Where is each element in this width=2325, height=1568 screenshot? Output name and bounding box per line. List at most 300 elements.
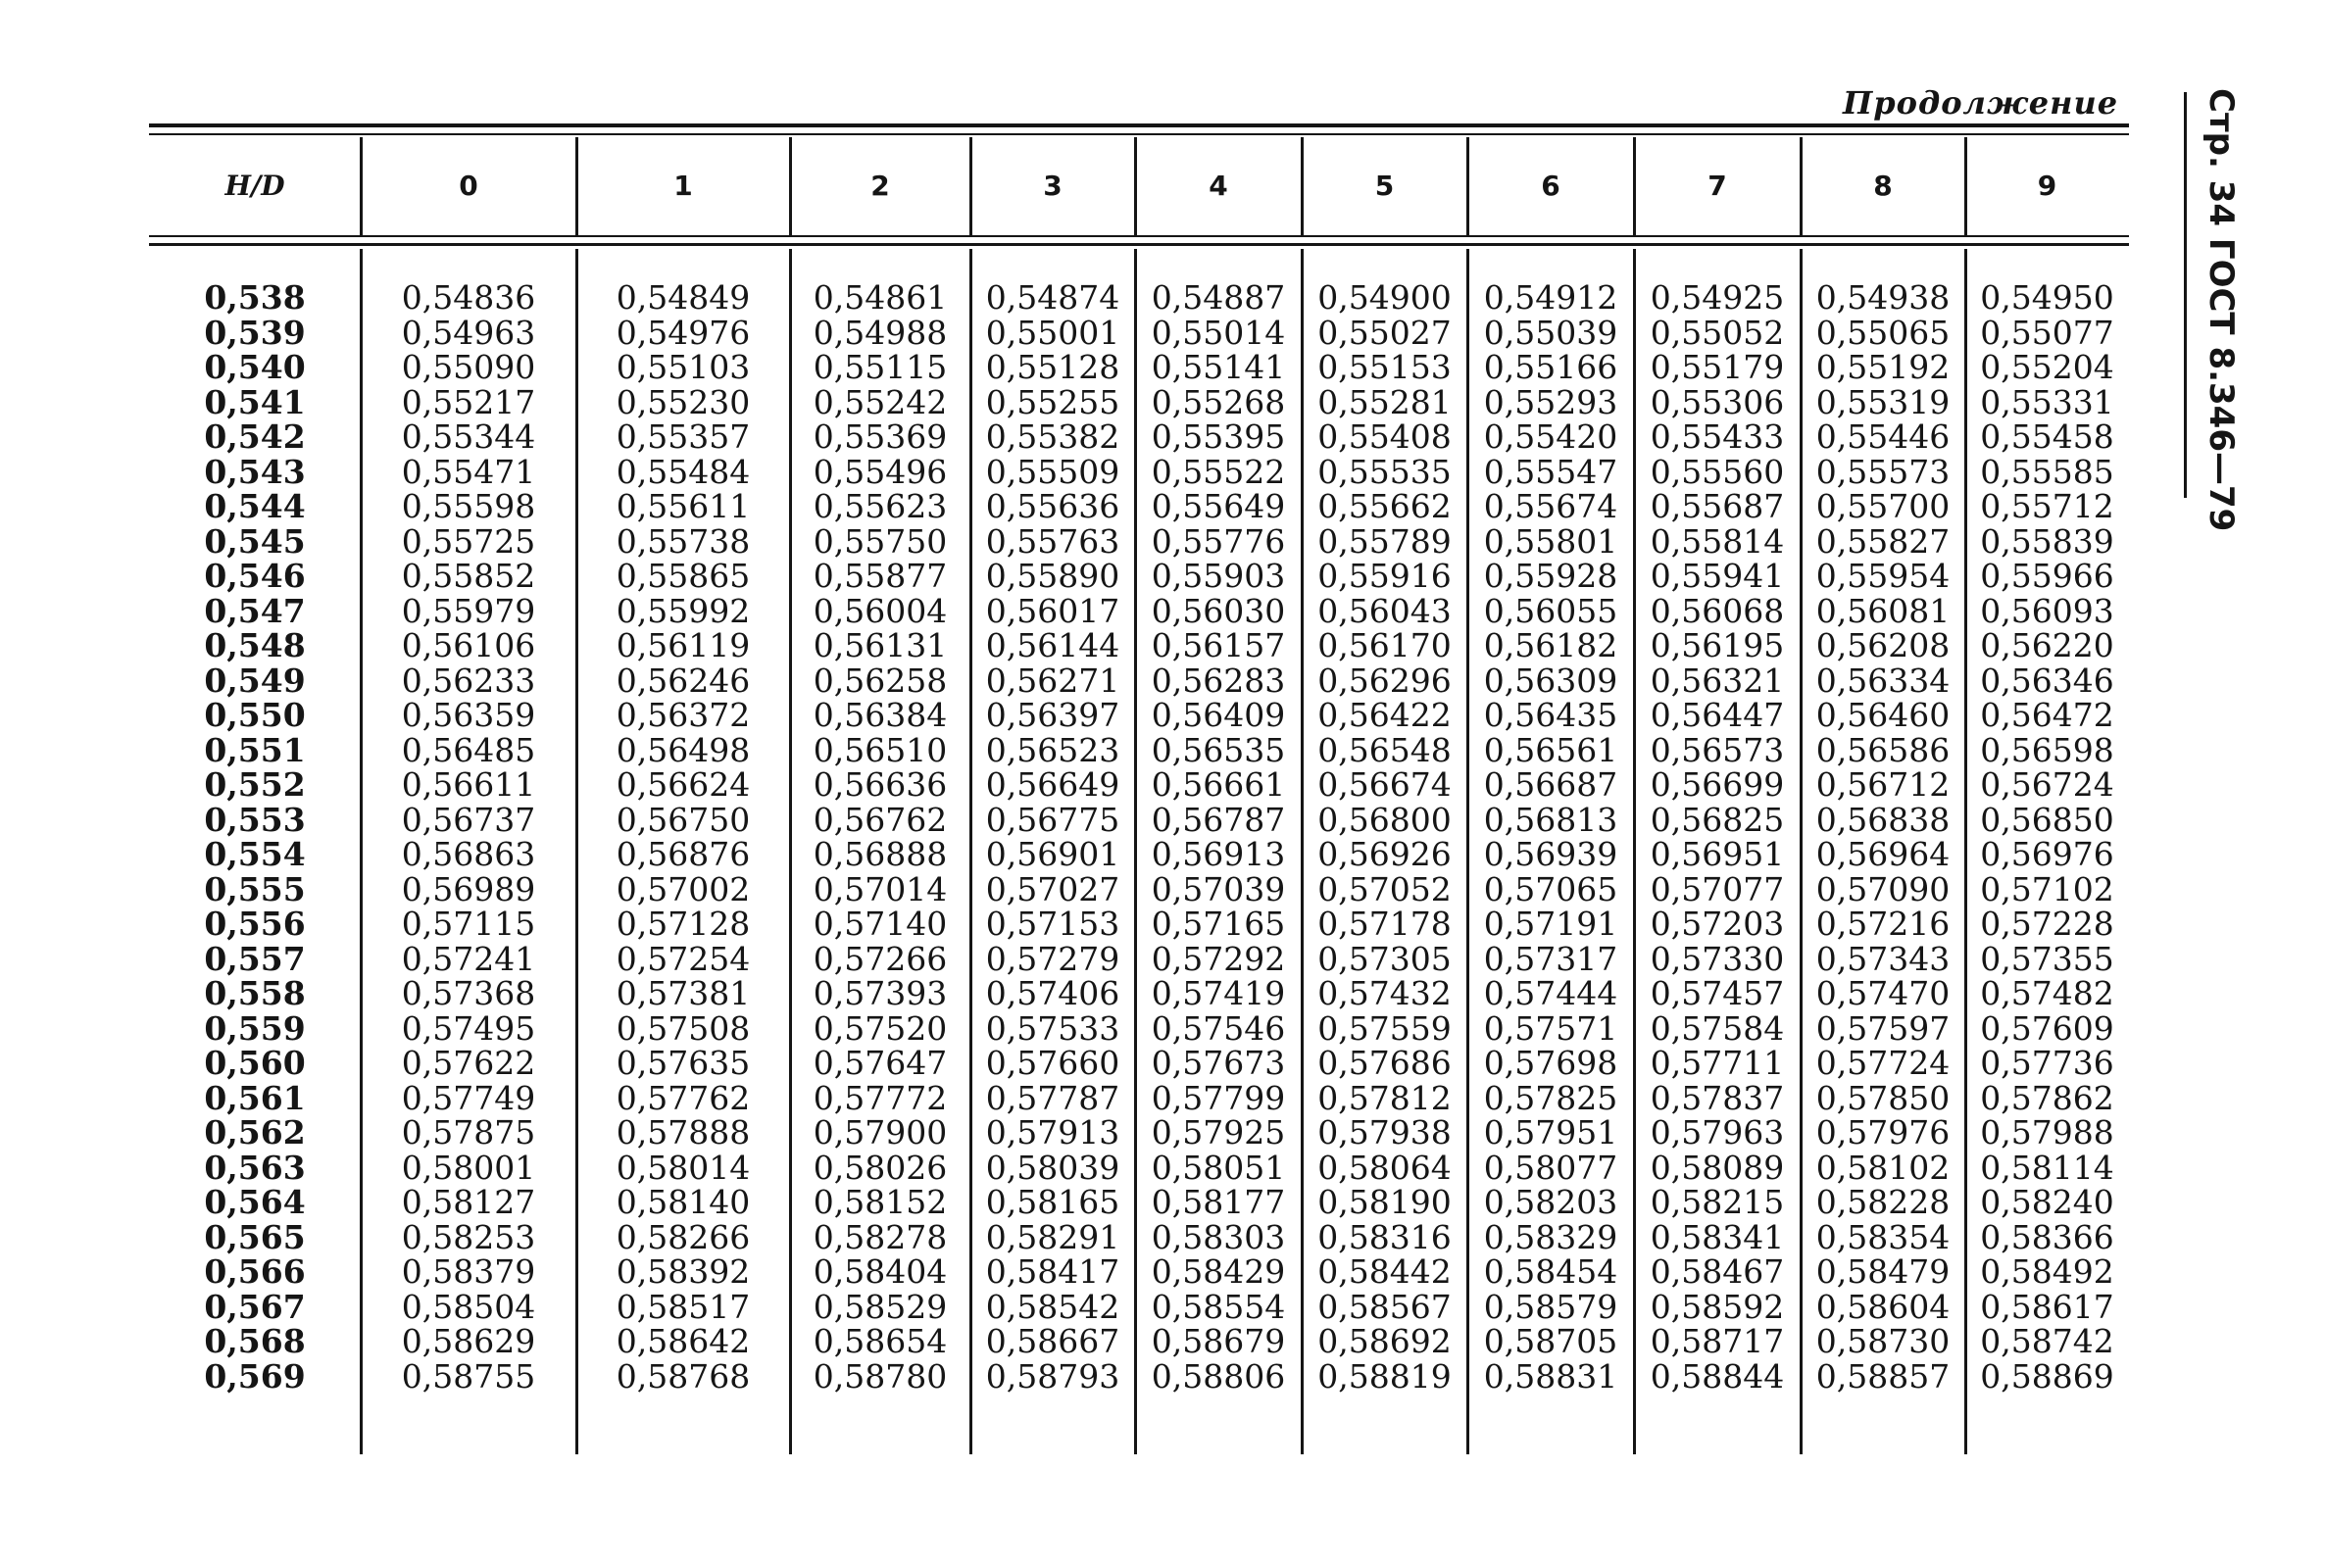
table-cell: 0,55687: [1650, 487, 1785, 525]
table-cell: 0,55217: [401, 382, 536, 421]
table-cell: 0,55293: [1483, 382, 1618, 421]
row-hd-value: 0,569: [204, 1356, 306, 1396]
table-cell: 0,55344: [401, 417, 536, 456]
table-cell: 0,57925: [1151, 1113, 1286, 1152]
table-cell: 0,57039: [1151, 869, 1286, 908]
table-cell: 0,57622: [401, 1044, 536, 1082]
table-cell: 0,55662: [1317, 487, 1452, 525]
row-hd-value: 0,558: [204, 974, 306, 1012]
table-cell: 0,58379: [401, 1252, 536, 1291]
table-cell: 0,57027: [985, 869, 1120, 908]
table-row: [0, 698, 2156, 733]
table-cell: 0,57660: [985, 1044, 1120, 1082]
table-cell: 0,56081: [1815, 591, 1951, 630]
row-hd-value: 0,555: [204, 869, 306, 908]
table-cell: 0,57355: [1980, 939, 2114, 978]
table-row: [0, 382, 2156, 421]
table-row: [0, 313, 2156, 352]
table-cell: 0,55827: [1815, 521, 1951, 561]
table-cell: 0,58642: [616, 1322, 751, 1360]
table-cell: 0,55458: [1980, 417, 2114, 456]
table-cell: 0,56435: [1483, 696, 1618, 734]
table-cell: 0,55128: [985, 348, 1120, 386]
table-cell: 0,56737: [401, 800, 536, 839]
table-cell: 0,56397: [985, 696, 1120, 734]
table-cell: 0,55306: [1650, 382, 1785, 421]
table-cell: 0,55331: [1980, 382, 2114, 421]
header-bottom-rule: [149, 235, 2129, 237]
table-cell: 0,58354: [1815, 1217, 1951, 1256]
table-cell: 0,55877: [813, 557, 948, 595]
table-cell: 0,55598: [401, 487, 536, 525]
table-cell: 0,58392: [616, 1252, 751, 1291]
table-cell: 0,56876: [616, 835, 751, 873]
table-cell: 0,57875: [401, 1113, 536, 1152]
table-cell: 0,56017: [985, 591, 1120, 630]
table-cell: 0,56144: [985, 626, 1120, 664]
table-row: [0, 559, 2156, 594]
table-cell: 0,56208: [1815, 626, 1951, 664]
table-cell: 0,57140: [813, 905, 948, 943]
table-cell: 0,58742: [1980, 1322, 2114, 1360]
table-cell: 0,56548: [1317, 730, 1452, 769]
table-row: [0, 1078, 2156, 1117]
table-cell: 0,56422: [1317, 696, 1452, 734]
table-cell: 0,55611: [616, 487, 751, 525]
table-cell: 0,54925: [1650, 278, 1785, 317]
table-cell: 0,56687: [1483, 765, 1618, 804]
table-row: [0, 906, 2156, 942]
table-cell: 0,56043: [1317, 591, 1452, 630]
table-cell: 0,54836: [401, 278, 536, 317]
column-divider: [789, 137, 792, 235]
table-row: [0, 521, 2156, 561]
table-cell: 0,58228: [1815, 1183, 1951, 1221]
table-cell: 0,55865: [616, 557, 751, 595]
table-cell: 0,55966: [1980, 557, 2114, 595]
table-cell: 0,56699: [1650, 765, 1785, 804]
table-row: [0, 800, 2156, 839]
page-side-label: Стр. 34 ГОСТ 8.346—79: [2201, 88, 2241, 532]
table-cell: 0,58102: [1815, 1148, 1951, 1187]
table-cell: 0,58592: [1650, 1287, 1785, 1326]
table-cell: 0,57888: [616, 1113, 751, 1152]
table-cell: 0,56296: [1317, 661, 1452, 700]
table-cell: 0,56787: [1151, 800, 1286, 839]
table-cell: 0,58705: [1483, 1322, 1618, 1360]
table-cell: 0,57571: [1483, 1008, 1618, 1048]
row-hd-value: 0,564: [204, 1183, 306, 1221]
table-row: [0, 767, 2156, 803]
table-cell: 0,58064: [1317, 1148, 1452, 1187]
table-cell: 0,58114: [1980, 1148, 2114, 1187]
row-hd-value: 0,542: [204, 417, 306, 456]
table-cell: 0,57102: [1980, 869, 2114, 908]
table-cell: 0,56825: [1650, 800, 1785, 839]
table-cell: 0,57014: [813, 869, 948, 908]
column-divider: [1134, 249, 1137, 1454]
table-cell: 0,56334: [1815, 661, 1951, 700]
table-cell: 0,57963: [1650, 1113, 1785, 1152]
table-cell: 0,57457: [1650, 974, 1785, 1012]
table-cell: 0,58089: [1650, 1148, 1785, 1187]
table-cell: 0,56055: [1483, 591, 1618, 630]
table-cell: 0,57938: [1317, 1113, 1452, 1152]
header-col-4: 4: [1209, 170, 1228, 202]
table-cell: 0,57635: [616, 1044, 751, 1082]
table-cell: 0,57584: [1650, 1008, 1785, 1048]
table-cell: 0,58177: [1151, 1183, 1286, 1221]
table-row: [0, 1115, 2156, 1151]
table-cell: 0,58692: [1317, 1322, 1452, 1360]
table-cell: 0,58529: [813, 1287, 948, 1326]
table-cell: 0,58253: [401, 1217, 536, 1256]
table-cell: 0,57787: [985, 1078, 1120, 1117]
table-cell: 0,58679: [1151, 1322, 1286, 1360]
table-cell: 0,58768: [616, 1356, 751, 1396]
table-cell: 0,58654: [813, 1322, 948, 1360]
table-row: [0, 1287, 2156, 1326]
table-row: [0, 452, 2156, 491]
row-hd-value: 0,557: [204, 939, 306, 978]
row-hd-value: 0,562: [204, 1113, 306, 1152]
row-hd-value: 0,566: [204, 1252, 306, 1291]
table-cell: 0,57279: [985, 939, 1120, 978]
table-cell: 0,57381: [616, 974, 751, 1012]
table-cell: 0,57711: [1650, 1044, 1785, 1082]
table-cell: 0,55916: [1317, 557, 1452, 595]
table-cell: 0,54938: [1815, 278, 1951, 317]
table-cell: 0,58329: [1483, 1217, 1618, 1256]
table-cell: 0,55357: [616, 417, 751, 456]
row-hd-value: 0,565: [204, 1217, 306, 1256]
row-hd-value: 0,559: [204, 1008, 306, 1048]
row-hd-value: 0,550: [204, 696, 306, 734]
table-cell: 0,56611: [401, 765, 536, 804]
table-cell: 0,58026: [813, 1148, 948, 1187]
row-hd-value: 0,554: [204, 835, 306, 873]
table-cell: 0,54861: [813, 278, 948, 317]
table-cell: 0,56901: [985, 835, 1120, 873]
table-cell: 0,56636: [813, 765, 948, 804]
table-cell: 0,56372: [616, 696, 751, 734]
table-cell: 0,57736: [1980, 1044, 2114, 1082]
row-hd-value: 0,544: [204, 487, 306, 525]
table-cell: 0,58479: [1815, 1252, 1951, 1291]
table-cell: 0,55509: [985, 452, 1120, 491]
table-cell: 0,57686: [1317, 1044, 1452, 1082]
table-cell: 0,56964: [1815, 835, 1951, 873]
table-cell: 0,56573: [1650, 730, 1785, 769]
table-cell: 0,55039: [1483, 313, 1618, 352]
table-cell: 0,55103: [616, 348, 751, 386]
column-divider: [575, 137, 578, 235]
table-row: [0, 628, 2156, 663]
table-cell: 0,56409: [1151, 696, 1286, 734]
table-cell: 0,57850: [1815, 1078, 1951, 1117]
table-cell: 0,58604: [1815, 1287, 1951, 1326]
table-cell: 0,56271: [985, 661, 1120, 700]
table-cell: 0,55636: [985, 487, 1120, 525]
table-cell: 0,58504: [401, 1287, 536, 1326]
table-cell: 0,55395: [1151, 417, 1286, 456]
column-divider: [969, 137, 972, 235]
table-cell: 0,58051: [1151, 1148, 1286, 1187]
row-hd-value: 0,548: [204, 626, 306, 664]
table-cell: 0,56535: [1151, 730, 1286, 769]
table-cell: 0,58629: [401, 1322, 536, 1360]
table-cell: 0,55014: [1151, 313, 1286, 352]
table-cell: 0,56850: [1980, 800, 2114, 839]
row-hd-value: 0,552: [204, 765, 306, 804]
table-cell: 0,56258: [813, 661, 948, 700]
table-cell: 0,54900: [1317, 278, 1452, 317]
table-cell: 0,56233: [401, 661, 536, 700]
table-row: [0, 663, 2156, 699]
table-cell: 0,58467: [1650, 1252, 1785, 1291]
table-cell: 0,58127: [401, 1183, 536, 1221]
table-cell: 0,58454: [1483, 1252, 1618, 1291]
table-cell: 0,56283: [1151, 661, 1286, 700]
table-cell: 0,57343: [1815, 939, 1951, 978]
table-cell: 0,56800: [1317, 800, 1452, 839]
table-cell: 0,58717: [1650, 1322, 1785, 1360]
table-cell: 0,58140: [616, 1183, 751, 1221]
table-cell: 0,58240: [1980, 1183, 2114, 1221]
row-hd-value: 0,556: [204, 905, 306, 943]
table-cell: 0,55954: [1815, 557, 1951, 595]
header-col-3: 3: [1043, 170, 1063, 202]
table-cell: 0,55027: [1317, 313, 1452, 352]
table-cell: 0,55712: [1980, 487, 2114, 525]
table-cell: 0,57495: [401, 1008, 536, 1048]
table-cell: 0,57254: [616, 939, 751, 978]
column-divider: [1301, 249, 1304, 1454]
table-row: [0, 350, 2156, 385]
table-row: [0, 1217, 2156, 1256]
table-cell: 0,57330: [1650, 939, 1785, 978]
table-cell: 0,54912: [1483, 278, 1618, 317]
table-cell: 0,58819: [1317, 1356, 1452, 1396]
table-cell: 0,57153: [985, 905, 1120, 943]
header-col-9: 9: [2037, 170, 2057, 202]
table-cell: 0,56989: [401, 869, 536, 908]
row-hd-value: 0,551: [204, 730, 306, 769]
table-cell: 0,55369: [813, 417, 948, 456]
column-divider: [1633, 137, 1636, 235]
table-cell: 0,55077: [1980, 313, 2114, 352]
table-cell: 0,56106: [401, 626, 536, 664]
table-cell: 0,57178: [1317, 905, 1452, 943]
table-cell: 0,56888: [813, 835, 948, 873]
table-cell: 0,56447: [1650, 696, 1785, 734]
table-cell: 0,57520: [813, 1008, 948, 1048]
table-cell: 0,58492: [1980, 1252, 2114, 1291]
table-cell: 0,54874: [985, 278, 1120, 317]
table-cell: 0,54849: [616, 278, 751, 317]
table-cell: 0,55242: [813, 382, 948, 421]
table-cell: 0,56384: [813, 696, 948, 734]
table-cell: 0,57090: [1815, 869, 1951, 908]
table-top-rule: [149, 123, 2129, 127]
table-cell: 0,55674: [1483, 487, 1618, 525]
table-cell: 0,55115: [813, 348, 948, 386]
table-cell: 0,55725: [401, 521, 536, 561]
table-cell: 0,58542: [985, 1287, 1120, 1326]
table-cell: 0,55090: [401, 348, 536, 386]
table-cell: 0,58039: [985, 1148, 1120, 1187]
table-cell: 0,58579: [1483, 1287, 1618, 1326]
table-cell: 0,57862: [1980, 1078, 2114, 1117]
table-cell: 0,57900: [813, 1113, 948, 1152]
table-cell: 0,57559: [1317, 1008, 1452, 1048]
table-cell: 0,56346: [1980, 661, 2114, 700]
column-divider: [1800, 137, 1803, 235]
table-cell: 0,55408: [1317, 417, 1452, 456]
table-cell: 0,58806: [1151, 1356, 1286, 1396]
column-divider: [789, 249, 792, 1454]
table-cell: 0,56157: [1151, 626, 1286, 664]
table-cell: 0,56762: [813, 800, 948, 839]
table-cell: 0,55700: [1815, 487, 1951, 525]
table-row: [0, 1356, 2156, 1396]
table-cell: 0,56813: [1483, 800, 1618, 839]
header-hd: H/D: [224, 170, 285, 202]
table-cell: 0,56976: [1980, 835, 2114, 873]
table-cell: 0,55179: [1650, 348, 1785, 386]
table-cell: 0,57052: [1317, 869, 1452, 908]
table-cell: 0,58203: [1483, 1183, 1618, 1221]
table-cell: 0,57724: [1815, 1044, 1951, 1082]
table-cell: 0,55230: [616, 382, 751, 421]
table-cell: 0,58291: [985, 1217, 1120, 1256]
table-cell: 0,57216: [1815, 905, 1951, 943]
table-cell: 0,57128: [616, 905, 751, 943]
table-cell: 0,57647: [813, 1044, 948, 1082]
table-cell: 0,55839: [1980, 521, 2114, 561]
table-row: [0, 837, 2156, 872]
table-cell: 0,56649: [985, 765, 1120, 804]
table-cell: 0,55433: [1650, 417, 1785, 456]
table-cell: 0,55776: [1151, 521, 1286, 561]
table-cell: 0,58266: [616, 1217, 751, 1256]
table-cell: 0,58755: [401, 1356, 536, 1396]
header-col-2: 2: [870, 170, 890, 202]
table-cell: 0,58341: [1650, 1217, 1785, 1256]
table-cell: 0,55153: [1317, 348, 1452, 386]
table-cell: 0,57482: [1980, 974, 2114, 1012]
table-cell: 0,57762: [616, 1078, 751, 1117]
row-hd-value: 0,546: [204, 557, 306, 595]
table-cell: 0,57228: [1980, 905, 2114, 943]
row-hd-value: 0,538: [204, 278, 306, 317]
row-hd-value: 0,560: [204, 1044, 306, 1082]
table-cell: 0,57609: [1980, 1008, 2114, 1048]
table-cell: 0,56131: [813, 626, 948, 664]
table-cell: 0,58278: [813, 1217, 948, 1256]
table-cell: 0,56661: [1151, 765, 1286, 804]
table-cell: 0,58831: [1483, 1356, 1618, 1396]
table-row: [0, 1324, 2156, 1359]
table-row: [0, 939, 2156, 978]
column-divider: [1633, 249, 1636, 1454]
table-cell: 0,58869: [1980, 1356, 2114, 1396]
table-cell: 0,56246: [616, 661, 751, 700]
table-row: [0, 730, 2156, 769]
table-cell: 0,56712: [1815, 765, 1951, 804]
table-cell: 0,55573: [1815, 452, 1951, 491]
table-cell: 0,56939: [1483, 835, 1618, 873]
table-cell: 0,56598: [1980, 730, 2114, 769]
table-cell: 0,58077: [1483, 1148, 1618, 1187]
table-cell: 0,58554: [1151, 1287, 1286, 1326]
table-cell: 0,56068: [1650, 591, 1785, 630]
table-cell: 0,57470: [1815, 974, 1951, 1012]
row-hd-value: 0,540: [204, 348, 306, 386]
table-cell: 0,56321: [1650, 661, 1785, 700]
column-divider: [1301, 137, 1304, 235]
table-cell: 0,55382: [985, 417, 1120, 456]
table-cell: 0,57393: [813, 974, 948, 1012]
table-cell: 0,56913: [1151, 835, 1286, 873]
table-row: [0, 976, 2156, 1011]
table-cell: 0,57951: [1483, 1113, 1618, 1152]
table-cell: 0,55941: [1650, 557, 1785, 595]
row-hd-value: 0,561: [204, 1078, 306, 1117]
column-divider: [969, 249, 972, 1454]
table-cell: 0,55852: [401, 557, 536, 595]
table-cell: 0,58730: [1815, 1322, 1951, 1360]
column-divider: [1964, 137, 1967, 235]
table-cell: 0,57913: [985, 1113, 1120, 1152]
table-cell: 0,55192: [1815, 348, 1951, 386]
table-cell: 0,57241: [401, 939, 536, 978]
table-cell: 0,56674: [1317, 765, 1452, 804]
table-cell: 0,58215: [1650, 1183, 1785, 1221]
table-cell: 0,55522: [1151, 452, 1286, 491]
table-cell: 0,56863: [401, 835, 536, 873]
column-divider: [575, 249, 578, 1454]
table-cell: 0,58152: [813, 1183, 948, 1221]
column-divider: [360, 249, 363, 1454]
table-cell: 0,57065: [1483, 869, 1618, 908]
table-cell: 0,54887: [1151, 278, 1286, 317]
row-hd-value: 0,567: [204, 1287, 306, 1326]
table-cell: 0,57749: [401, 1078, 536, 1117]
table-cell: 0,55166: [1483, 348, 1618, 386]
column-divider: [360, 137, 363, 235]
table-cell: 0,57191: [1483, 905, 1618, 943]
table-cell: 0,57002: [616, 869, 751, 908]
table-cell: 0,54976: [616, 313, 751, 352]
table-cell: 0,55992: [616, 591, 751, 630]
table-cell: 0,57203: [1650, 905, 1785, 943]
table-cell: 0,54950: [1980, 278, 2114, 317]
table-cell: 0,57077: [1650, 869, 1785, 908]
table-cell: 0,55052: [1650, 313, 1785, 352]
header-bottom-rule-thick: [149, 243, 2129, 246]
column-divider: [1466, 249, 1469, 1454]
table-cell: 0,55979: [401, 591, 536, 630]
table-cell: 0,55255: [985, 382, 1120, 421]
table-cell: 0,57165: [1151, 905, 1286, 943]
table-cell: 0,55801: [1483, 521, 1618, 561]
table-cell: 0,56775: [985, 800, 1120, 839]
table-row: [0, 1254, 2156, 1290]
table-cell: 0,56951: [1650, 835, 1785, 873]
table-cell: 0,56523: [985, 730, 1120, 769]
table-cell: 0,56926: [1317, 835, 1452, 873]
